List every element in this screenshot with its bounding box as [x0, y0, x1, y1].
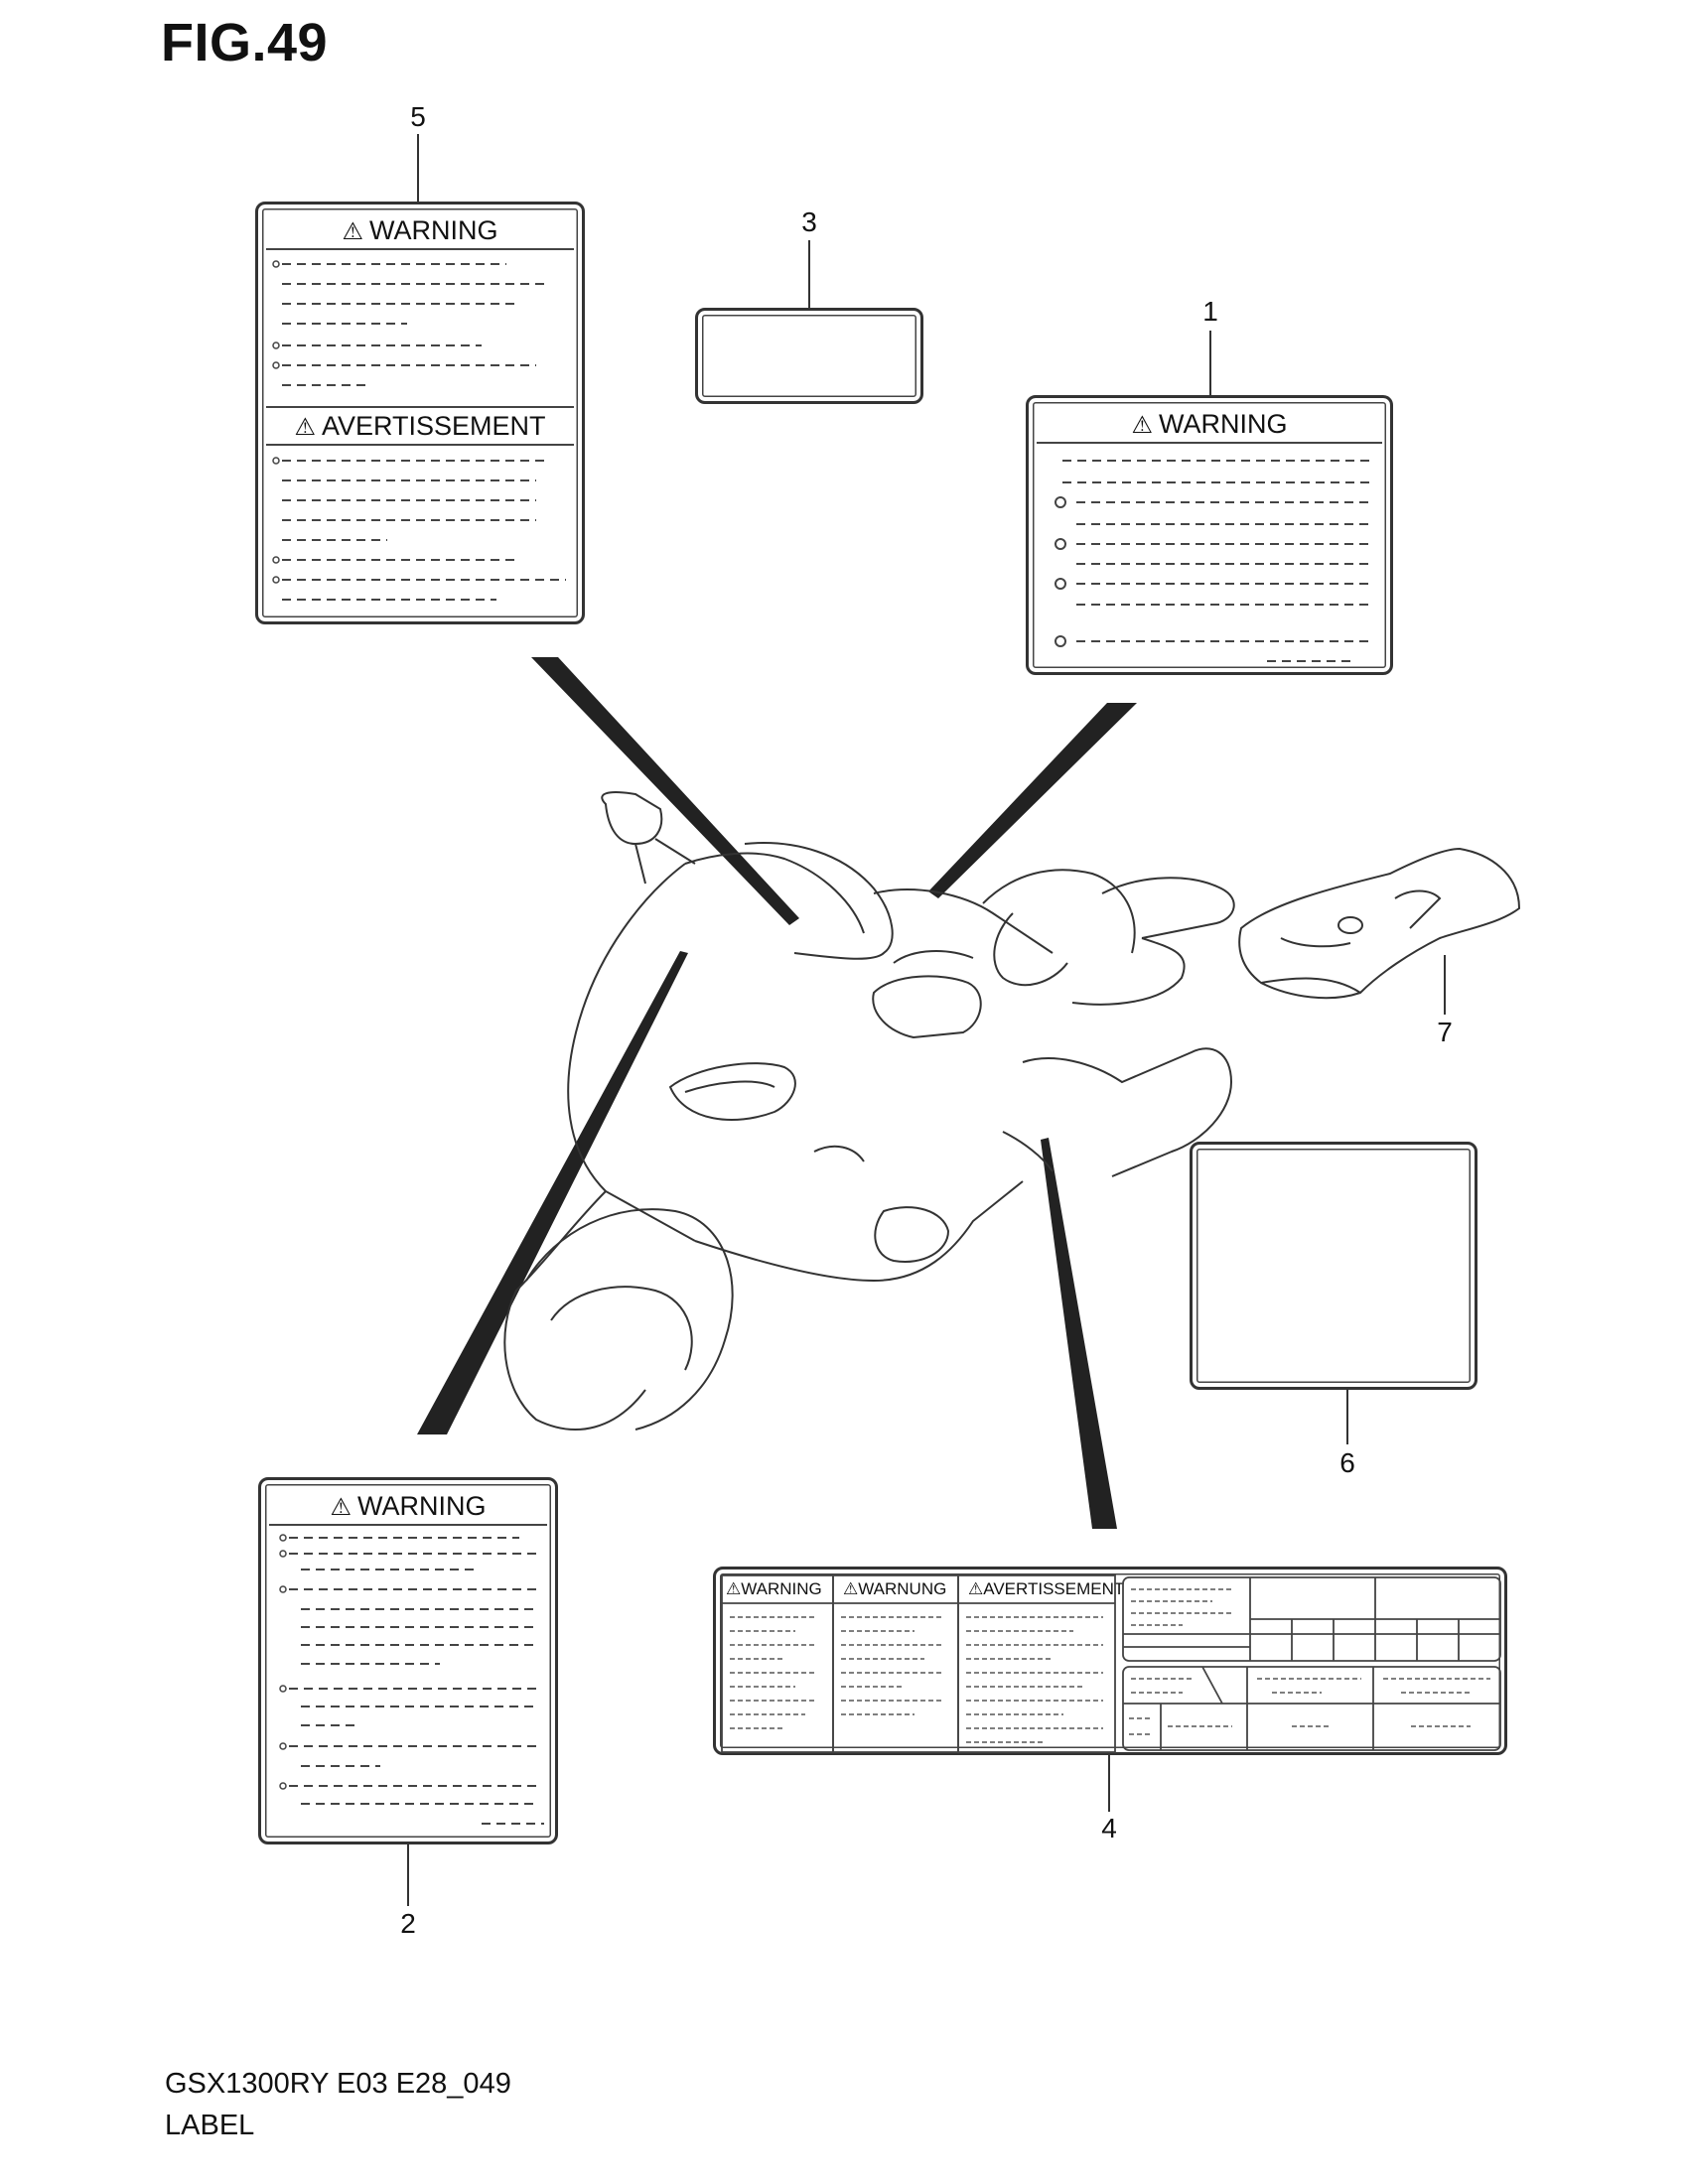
- caption-section-name: LABEL: [165, 2110, 255, 2141]
- label-3[interactable]: [695, 308, 923, 404]
- callout-1: 1: [1202, 296, 1218, 327]
- label-4-warning-text: WARNING: [741, 1579, 822, 1598]
- label-1-warning-text: WARNING: [1159, 409, 1288, 439]
- label-2[interactable]: [258, 1477, 558, 1844]
- motorcycle-illustration: [504, 792, 1233, 1430]
- callout-3: 3: [801, 206, 817, 237]
- label-6[interactable]: [1190, 1142, 1477, 1390]
- callout-5: 5: [410, 101, 426, 132]
- pointer-wedge-4: [1041, 1138, 1117, 1529]
- warning-triangle-icon: ⚠: [968, 1579, 984, 1598]
- warning-triangle-icon: ⚠: [1131, 412, 1153, 439]
- label-4-avertissement-text: AVERTISSEMENT: [983, 1579, 1125, 1598]
- label-5[interactable]: [255, 202, 585, 624]
- label-1[interactable]: [1026, 395, 1393, 675]
- label-5-avertissement-text: AVERTISSEMENT: [321, 411, 546, 441]
- caption-model-code: GSX1300RY E03 E28_049: [165, 2068, 511, 2100]
- label-4-warnung-text: WARNUNG: [858, 1579, 947, 1598]
- callout-7: 7: [1437, 1017, 1453, 1047]
- label-1-text-lines: [1029, 398, 1396, 678]
- label-2-warning-text: WARNING: [357, 1491, 487, 1521]
- seat-cover-illustration: [1239, 849, 1519, 998]
- label-5-warning-text: WARNING: [369, 215, 498, 245]
- warning-triangle-icon: ⚠: [342, 218, 363, 245]
- pointer-wedge-1: [928, 703, 1137, 898]
- label-2-text-lines: [261, 1480, 561, 1847]
- warning-triangle-icon: ⚠: [330, 1494, 352, 1521]
- pointer-wedge-5: [531, 657, 799, 925]
- callout-2: 2: [400, 1908, 416, 1939]
- callout-4: 4: [1101, 1813, 1117, 1843]
- warning-triangle-icon: ⚠: [294, 414, 316, 441]
- label-5-text-lines: [258, 205, 588, 627]
- figure-title: FIG.49: [161, 13, 329, 72]
- pointer-wedge-2: [417, 951, 688, 1434]
- callout-6: 6: [1339, 1447, 1355, 1478]
- warning-triangle-icon: ⚠: [726, 1579, 742, 1598]
- label-4[interactable]: [713, 1567, 1507, 1755]
- label-4-body: [716, 1570, 1510, 1758]
- warning-triangle-icon: ⚠: [843, 1579, 859, 1598]
